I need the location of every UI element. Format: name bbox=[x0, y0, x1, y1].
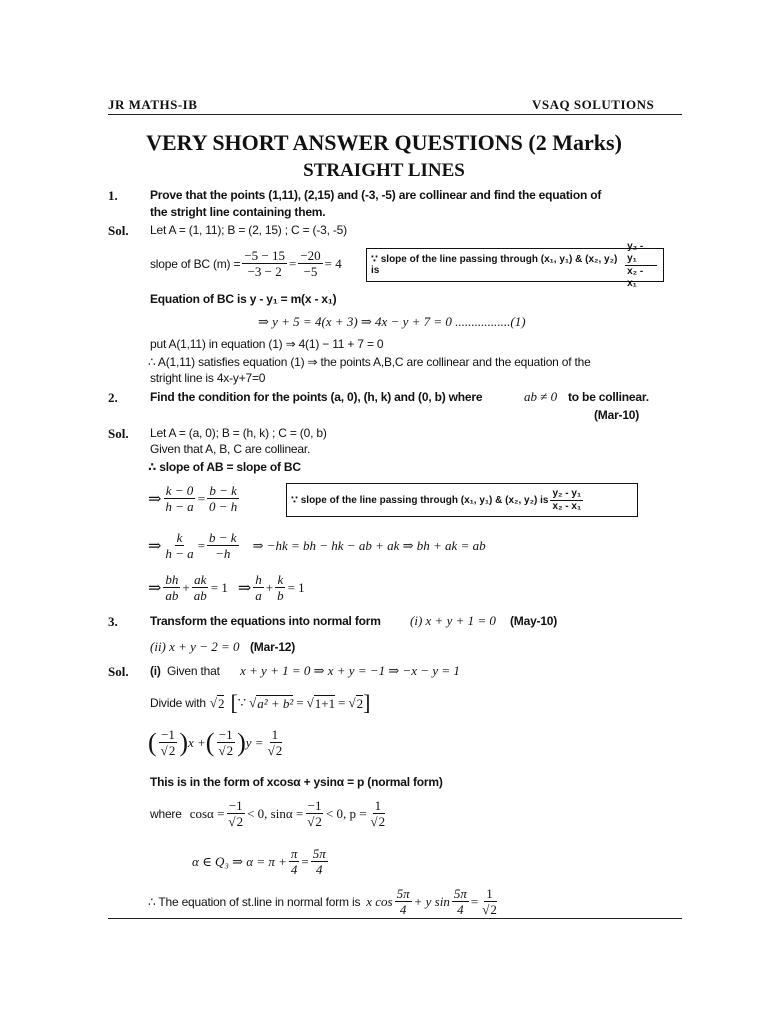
fraction bbox=[289, 846, 300, 877]
solution-line: Let A = (1, 11); B = (2, 15) ; C = (-3, -5) bbox=[150, 223, 347, 237]
numerator: k bbox=[176, 530, 183, 545]
x-term: x + bbox=[187, 734, 206, 750]
fraction bbox=[480, 886, 499, 917]
denominator: √2 bbox=[482, 902, 497, 917]
implies-arrow: ⇒ bbox=[148, 537, 162, 555]
equals-one: = 1 bbox=[287, 579, 305, 595]
slope-label: slope of BC (m) = bbox=[150, 256, 241, 271]
divide-line: Divide with √ 2 [ ∵ √ a² + b² = √ 1+1 = √ 2 ] bbox=[150, 690, 371, 715]
fraction bbox=[192, 572, 209, 603]
equation-step bbox=[148, 572, 305, 603]
divide-label: Divide with bbox=[150, 696, 206, 710]
fraction bbox=[253, 572, 264, 603]
fraction bbox=[395, 886, 412, 917]
exam-reference: (May-10) bbox=[510, 614, 558, 628]
denominator: b bbox=[277, 588, 284, 603]
implies-arrow: ⇒ bbox=[148, 579, 162, 597]
fraction bbox=[163, 530, 195, 561]
denominator: 4 bbox=[316, 862, 323, 877]
question-number: 2. bbox=[108, 390, 118, 405]
sqrt-value: 2 bbox=[356, 695, 364, 711]
sqrt-value: 1+1 bbox=[314, 695, 336, 711]
sol-label: Sol. bbox=[108, 664, 129, 679]
numerator: b − k bbox=[209, 530, 237, 545]
y-term: y = bbox=[245, 734, 264, 750]
denominator: √2 bbox=[218, 743, 234, 758]
numerator: −1 bbox=[161, 727, 175, 742]
numerator: 1 bbox=[374, 798, 382, 813]
fraction bbox=[163, 483, 195, 514]
implies-arrow: ⇒ bbox=[148, 490, 162, 508]
numerator: 5π bbox=[396, 886, 410, 901]
solution-line: ∴ slope of AB = slope of BC bbox=[148, 460, 301, 474]
formula-box bbox=[366, 240, 664, 289]
alpha-line bbox=[192, 846, 330, 877]
final-line bbox=[148, 886, 501, 917]
fraction bbox=[163, 572, 180, 603]
equals-sign: = bbox=[301, 853, 309, 869]
denominator: x₂ - x₁ bbox=[627, 265, 644, 289]
solution-line: Let A = (a, 0); B = (h, k) ; C = (0, b) bbox=[150, 426, 327, 440]
sqrt-value: a² + b² bbox=[257, 695, 294, 711]
denominator: 4 bbox=[399, 902, 407, 917]
exam-reference: (Mar-12) bbox=[250, 640, 296, 654]
plus-sign: + bbox=[265, 579, 274, 595]
numerator: ak bbox=[194, 572, 207, 587]
conclusion-text: stright line is 4x-y+7=0 bbox=[150, 371, 266, 385]
fraction bbox=[305, 798, 324, 829]
box-text: ∵ slope of the line passing through (x₁, y₁) & (x₂, y₂) is bbox=[371, 254, 618, 276]
equation-rest: ⇒ −hk = bh − hk − ab + ak ⇒ bh + ak = ab bbox=[252, 537, 486, 553]
sqrt-value: 2 bbox=[226, 743, 234, 758]
denominator: ab bbox=[193, 588, 207, 603]
numerator: π bbox=[290, 846, 298, 861]
equals-one: = 1 bbox=[210, 579, 228, 595]
numerator: 1 bbox=[271, 727, 279, 742]
denominator: √2 bbox=[370, 814, 386, 829]
x-cos-term: x cos bbox=[366, 893, 393, 909]
header-left: JR MATHS-IB bbox=[108, 97, 198, 112]
equation-step: x + y + 1 = 0 ⇒ x + y = −1 ⇒ −x − y = 1 bbox=[240, 663, 460, 678]
equals-sign: = bbox=[197, 490, 206, 506]
denominator: √2 bbox=[228, 814, 244, 829]
fraction bbox=[207, 483, 239, 514]
numerator: b − k bbox=[209, 483, 237, 498]
because-sign: ∵ bbox=[237, 695, 247, 710]
question-number: 1. bbox=[108, 188, 118, 203]
denominator: −5 bbox=[303, 264, 318, 279]
sqrt-value: 2 bbox=[315, 814, 322, 829]
denominator: 0 − h bbox=[209, 499, 238, 514]
condition: ab ≠ 0 bbox=[524, 389, 558, 404]
numerator: y₂ - y₁ bbox=[625, 241, 657, 266]
numerator: k bbox=[277, 572, 284, 587]
fraction bbox=[226, 798, 245, 829]
fraction bbox=[311, 846, 328, 877]
sqrt-value: 2 bbox=[217, 695, 225, 711]
numerator: −5 − 15 bbox=[244, 248, 285, 263]
question-number: 3. bbox=[108, 614, 118, 629]
y-sin-term: + y sin bbox=[413, 893, 450, 909]
conclusion-text: ∴ A(1,11) satisfies equation (1) ⇒ the points A,B,C are collinear and the equation of the bbox=[148, 355, 591, 369]
header-rule bbox=[108, 114, 682, 115]
denominator: 4 bbox=[290, 862, 298, 877]
numerator: y₂ - y₁ bbox=[552, 487, 582, 499]
fraction bbox=[242, 248, 287, 279]
fraction bbox=[266, 727, 285, 758]
equation-ii: (ii) x + y − 2 = 0 bbox=[150, 639, 240, 654]
part-label: (i) bbox=[150, 664, 161, 678]
equals-sign: = bbox=[338, 695, 346, 710]
numerator: bh bbox=[165, 572, 179, 587]
footer-rule bbox=[108, 918, 682, 919]
equals-sign: = bbox=[296, 695, 304, 710]
slope-equation bbox=[150, 248, 342, 279]
solution-line: Given that A, B, C are collinear. bbox=[150, 442, 311, 456]
equation-step bbox=[148, 530, 486, 561]
fraction bbox=[275, 572, 286, 603]
sol-label: Sol. bbox=[108, 426, 129, 441]
plus-sign: + bbox=[182, 579, 190, 595]
fraction bbox=[216, 727, 235, 758]
denominator: √2 bbox=[267, 743, 283, 758]
page-subtitle: STRAIGHT LINES bbox=[303, 160, 465, 181]
fraction bbox=[369, 798, 388, 829]
alpha-text: α ∈ Q₃ ⇒ α = π + bbox=[192, 853, 287, 869]
numerator: −1 bbox=[228, 798, 243, 813]
denominator: h − a bbox=[165, 546, 194, 561]
sqrt-value: 2 bbox=[490, 902, 497, 917]
fraction bbox=[452, 886, 469, 917]
fraction bbox=[625, 241, 657, 290]
numerator: k − 0 bbox=[165, 483, 194, 498]
denominator: a bbox=[255, 588, 262, 603]
numerator: −20 bbox=[300, 248, 321, 263]
question-text: to be collinear. bbox=[568, 390, 649, 404]
denominator: h − a bbox=[165, 499, 194, 514]
numerator: −1 bbox=[307, 798, 322, 813]
question-text: Transform the equations into normal form bbox=[150, 614, 381, 628]
denominator: √2 bbox=[160, 743, 176, 758]
fraction bbox=[550, 488, 583, 513]
denominator: −3 − 2 bbox=[247, 264, 282, 279]
fraction bbox=[207, 530, 239, 561]
equation-step bbox=[148, 483, 241, 514]
numerator: h bbox=[255, 572, 262, 587]
fraction bbox=[298, 248, 322, 279]
where-line bbox=[150, 798, 389, 829]
box-text: ∵ slope of the line passing through (x₁, y₁) & (x₂, y₂) is bbox=[291, 494, 549, 506]
solution-line: put A(1,11) in equation (1) ⇒ 4(1) − 11 + 7 = 0 bbox=[150, 337, 384, 351]
equals-sign: = bbox=[288, 255, 297, 271]
where-label: where bbox=[150, 806, 182, 821]
formula-box bbox=[286, 483, 638, 517]
exam-reference: (Mar-10) bbox=[594, 408, 640, 422]
normal-form-step: ( $\frac{-1}{√2}$ ) x + ( $\frac{-1}{√2}$ ) y = $\frac{1}{√2}$ bbox=[148, 727, 283, 758]
implies-arrow: ⇒ bbox=[237, 579, 252, 597]
equals-sign: = bbox=[197, 537, 206, 553]
sqrt-value: 2 bbox=[275, 743, 283, 758]
page-title: VERY SHORT ANSWER QUESTIONS (2 Marks) bbox=[146, 130, 622, 155]
sol-label: Sol. bbox=[108, 223, 129, 238]
sqrt-value: 2 bbox=[168, 743, 176, 758]
result: = 4 bbox=[324, 255, 342, 271]
denominator: √2 bbox=[307, 814, 322, 829]
equals-sign: = bbox=[470, 893, 479, 909]
fraction bbox=[159, 727, 178, 758]
sqrt-value: 2 bbox=[236, 814, 244, 829]
final-text: ∴ The equation of st.line in normal form is bbox=[148, 894, 361, 909]
question-text: Prove that the points (1,11), (2,15) and (-3, -5) are collinear and find the equation of bbox=[150, 188, 602, 202]
question-text: Find the condition for the points (a, 0), (h, k) and (0, b) where bbox=[150, 390, 483, 404]
sqrt-value: 2 bbox=[378, 814, 386, 829]
denominator: x₂ - x₁ bbox=[552, 500, 582, 512]
normal-form-text: This is in the form of xcosα + ysinα = p (normal form) bbox=[150, 775, 443, 789]
equation-step: ⇒ y + 5 = 4(x + 3) ⇒ 4x − y + 7 = 0 .................(1) bbox=[258, 314, 526, 329]
numerator: 5π bbox=[312, 846, 326, 861]
numerator: −1 bbox=[218, 727, 233, 742]
denominator: ab bbox=[165, 588, 179, 603]
numerator: 5π bbox=[453, 886, 467, 901]
p-term: < 0, p = bbox=[325, 805, 367, 821]
solution-line: Given that bbox=[167, 664, 220, 678]
equation-i: (i) x + y + 1 = 0 bbox=[410, 613, 496, 628]
header-right: VSAQ SOLUTIONS bbox=[532, 97, 655, 112]
question-text: the stright line containing them. bbox=[150, 205, 326, 219]
denominator: −h bbox=[215, 546, 231, 561]
cos-term: cosα = bbox=[189, 805, 225, 821]
sin-term: < 0, sinα = bbox=[247, 805, 304, 821]
denominator: 4 bbox=[457, 902, 464, 917]
numerator: 1 bbox=[486, 886, 493, 901]
equation-line: Equation of BC is y - y₁ = m(x - x₁) bbox=[150, 292, 337, 306]
